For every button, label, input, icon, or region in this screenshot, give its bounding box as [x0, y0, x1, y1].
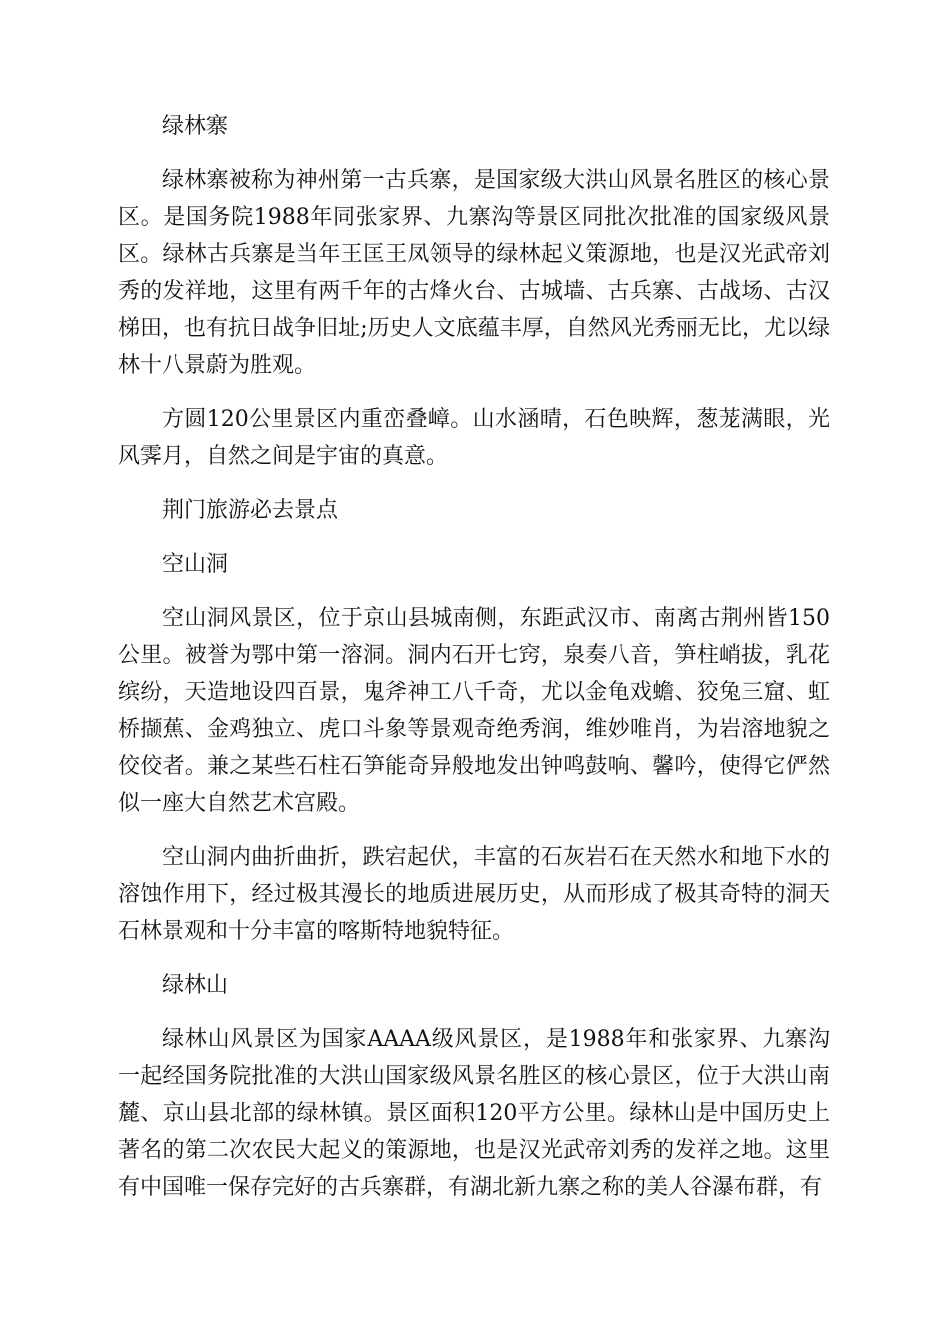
section-heading-kongshandong: 空山洞 — [162, 552, 229, 577]
paragraph-kongshandong-intro: 空山洞风景区，位于京山县城南侧，东距武汉市、南离古荆州皆150公里。被誉为鄂中第一溶洞。洞内石开七窍，泉奏八音，笋柱峭拔，乳花缤纷，天造地设四百景，鬼斧神工八千奇，尤以金龟戏蟾、狡兔三窟、虹桥撷蕉、金鸡独立、虎口斗象等景观奇绝秀润，维妙唯肖，为岩溶地貌之佼佼者。兼之某些石柱石笋能奇异般地发出钟鸣鼓响、馨吟，使得它俨然似一座大自然艺术宫殿。 — [118, 606, 830, 816]
document-body — [118, 108, 830, 1223]
paragraph-lvlinshan-intro: 绿林山风景区为国家AAAA级风景区，是1988年和张家界、九寨沟一起经国务院批准的大洪山国家级风景名胜区的核心景区，位于大洪山南麓、京山县北部的绿林镇。景区面积120平方公里。绿林山是中国历史上著名的第二次农民大起义的策源地，也是汉光武帝刘秀的发祥之地。这里有中国唯一保存完好的古兵寨群，有湖北新九寨之称的美人谷瀑布群，有 — [118, 1027, 830, 1200]
paragraph-kongshandong-geology: 空山洞内曲折曲折，跌宕起伏，丰富的石灰岩石在天然水和地下水的溶蚀作用下，经过极其漫长的地质进展历史，从而形成了极其奇特的洞天石林景观和十分丰富的喀斯特地貌特征。 — [118, 845, 830, 944]
paragraph-lvlinzhai-intro: 绿林寨被称为神州第一古兵寨，是国家级大洪山风景名胜区的核心景区。是国务院1988年同张家界、九寨沟等景区同批次批准的国家级风景区。绿林古兵寨是当年王匡王凤领导的绿林起义策源地，也是汉光武帝刘秀的发祥地，这里有两千年的古烽火台、古城墙、古兵寨、古战场、古汉梯田，也有抗日战争旧址;历史人文底蕴丰厚，自然风光秀丽无比，尤以绿林十八景蔚为胜观。 — [118, 168, 830, 378]
paragraph-lvlinzhai-scenery: 方圆120公里景区内重峦叠嶂。山水涵晴，石色映辉，葱茏满眼，光风霁月，自然之间是宇宙的真意。 — [118, 407, 830, 469]
section-heading-jingmen-attractions: 荆门旅游必去景点 — [162, 498, 339, 523]
section-heading-lvlinzhai: 绿林寨 — [162, 114, 229, 139]
section-heading-lvlinshan: 绿林山 — [162, 973, 229, 998]
